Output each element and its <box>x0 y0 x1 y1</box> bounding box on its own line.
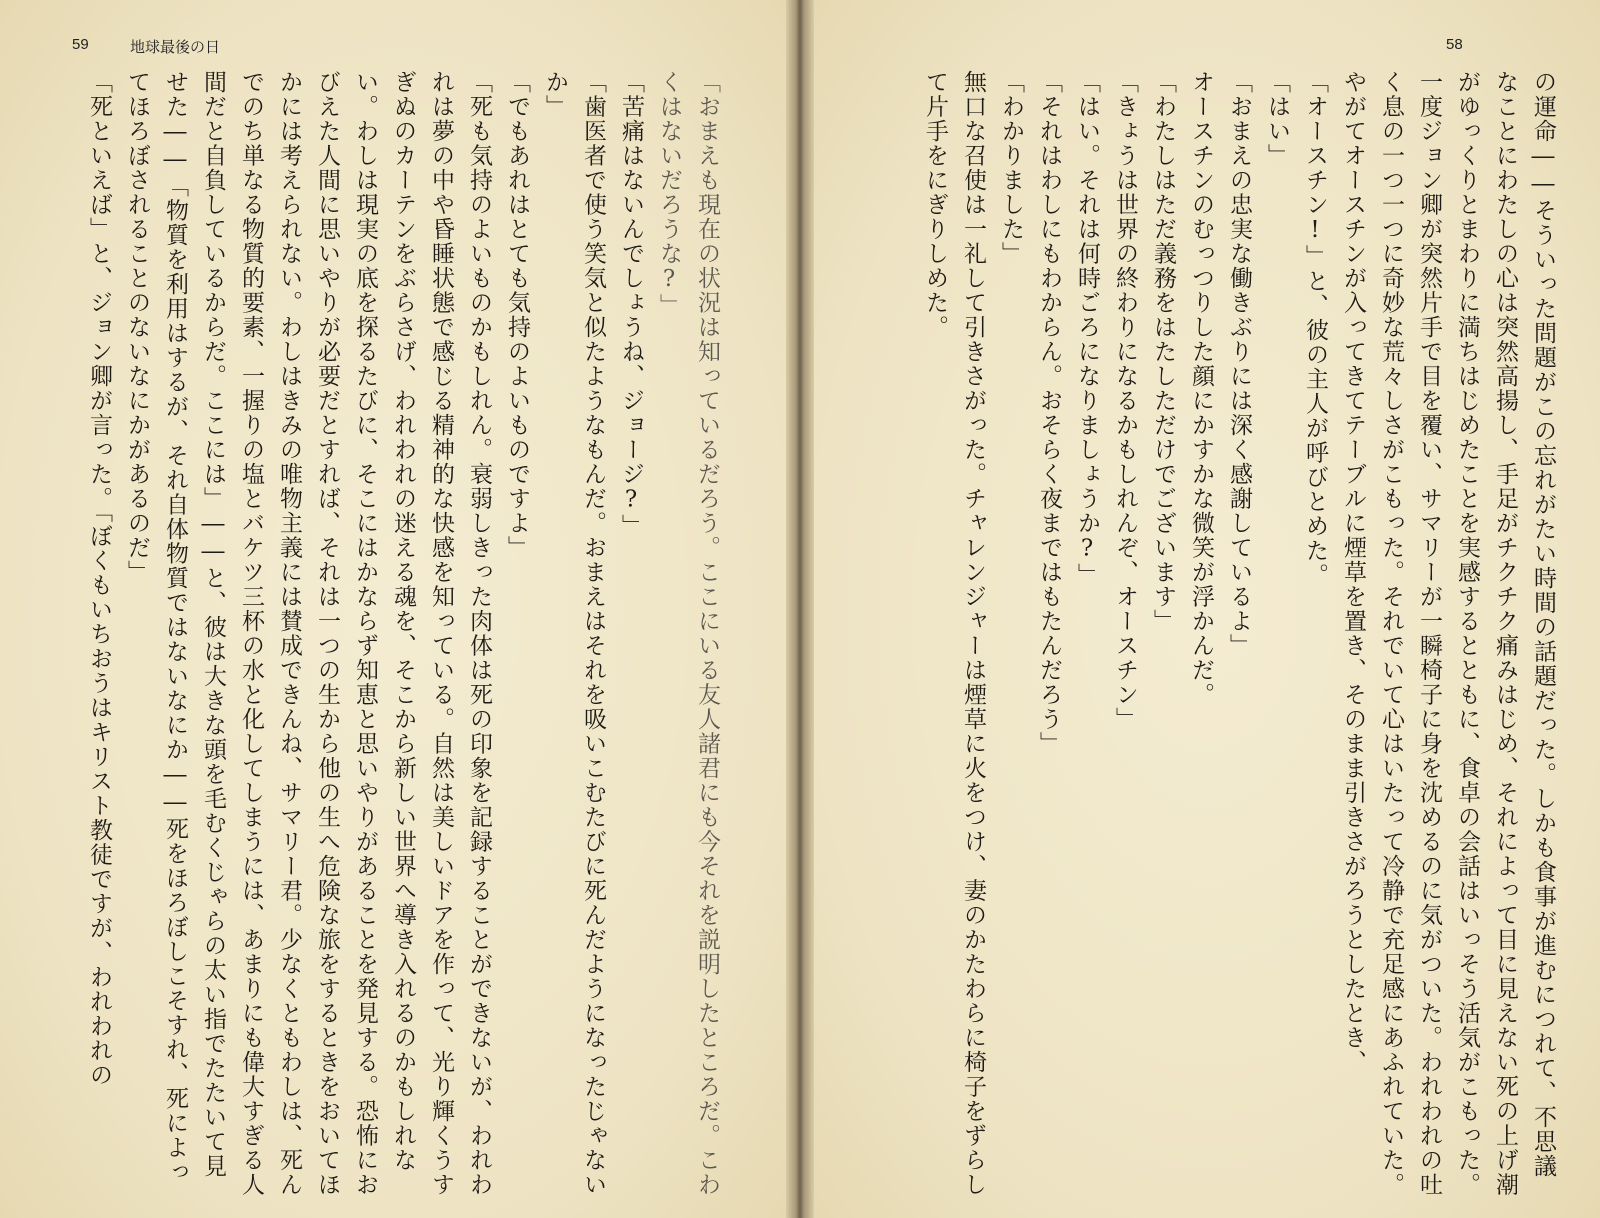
left-page <box>0 0 786 1218</box>
paragraph: 「きょうは世界の終わりになるかもしれんぞ、オースチン」 <box>1112 70 1138 732</box>
right-page <box>814 0 1600 1218</box>
running-title: 地球最後の日 <box>130 38 221 56</box>
paragraph: 「はい。それは何時ごろになりましょうか?」 <box>1074 70 1100 588</box>
paragraph: 「歯医者で使う笑気と似たようなもんだ。おまえはそれを吸いこむたびに死んだようになったじゃないか」 <box>542 70 606 1197</box>
paragraph: 「はい」 <box>1264 70 1290 168</box>
paragraph: 「わかりました」 <box>998 70 1024 266</box>
paragraph: オースチンのむっつりした顔にかすかな微笑が浮かんだ。 <box>1188 70 1214 707</box>
paragraph: 「死といえば」と、ジョン卿が言った。「ぼくもいちおうはキリスト教徒ですが、われわれの <box>86 70 112 1088</box>
right-page-body <box>862 70 1562 1200</box>
paragraph: 「おまえも現在の状況は知っているだろう。ここにいる友人諸君にも今それを説明したところだ。こわくはないだろうな?」 <box>656 70 720 1197</box>
paragraph: 「わたしはただ義務をはたしただけでございます」 <box>1150 70 1176 634</box>
paragraph: 「でもあれはとても気持のよいものですよ」 <box>504 70 530 560</box>
page-number-left: 59 <box>72 36 89 53</box>
paragraph: の運命――そういった問題がこの忘れがたい時間の話題だった。しかも食事が進むにつれて、不思議なことにわたしの心は突然高揚し、手足がチクチク痛みはじめ、それによって目に見えない死の上げ潮がゆっくりとまわりに満ちはじめたことを実感するとともに、食卓の会話はいっそう活気がこもった。一度ジョン卿が突然片手で目を覆い、サマリーが一瞬椅子に身を沈めるのに気がついた。われわれの吐く息の一つ一つに奇妙な荒々しさがこもった。それでいて心はいたって冷静で充足感にあふれていた。やがてオースチンが入ってきてテーブルに煙草を置き、そのまま引きさがろうとしたとき、 <box>1340 70 1556 1197</box>
paragraph: 無口な召使は一礼して引きさがった。チャレンジャーは煙草に火をつけ、妻のかたわらに椅子をずらして片手をにぎりしめた。 <box>922 70 986 1197</box>
left-page-body <box>86 70 726 1200</box>
paragraph: 「オースチン!」と、彼の主人が呼びとめた。 <box>1302 70 1328 588</box>
paragraph: 「おまえの忠実な働きぶりには深く感謝しているよ」 <box>1226 70 1252 658</box>
book-gutter <box>786 0 814 1218</box>
paragraph: 「それはわしにもわからん。おそらく夜まではもたんだろう」 <box>1036 70 1062 756</box>
paragraph: 「死も気持のよいものかもしれん。衰弱しきった肉体は死の印象を記録することができないが、われわれは夢の中や昏睡状態で感じる精神的な快感を知っている。自然は美しいドアを作って、光り輝くうすぎぬのカーテンをぶらさげ、われわれの迷える魂を、そこから新しい世界へ導き入れるのかもしれない。わしは現実の底を探るたびに、そこにはかならず知恵と思いやりがあることを発見する。恐怖におびえた人間に思いやりが必要だとすれば、それは一つの生から他の生へ危険な旅をするときをおいてほかには考えられない。わしはきみの唯物主義には賛成できんね、サマリー君。少なくともわしは、死んでのち単なる物質的要素、一握りの塩とバケツ三杯の水と化してしまうには、あまりにも偉大すぎる人間だと自負しているからだ。ここには」――と、彼は大きな頭を毛むくじゃらの太い指でたたいて見せた――「物質を利用はするが、それ自体物質ではないなにか――死をほろぼしこそすれ、死によってほろぼされることのないなにかがあるのだ」 <box>124 70 492 1197</box>
page-number-right: 58 <box>1446 36 1463 53</box>
paragraph: 「苦痛はないんでしょうね、ジョージ?」 <box>618 70 644 539</box>
